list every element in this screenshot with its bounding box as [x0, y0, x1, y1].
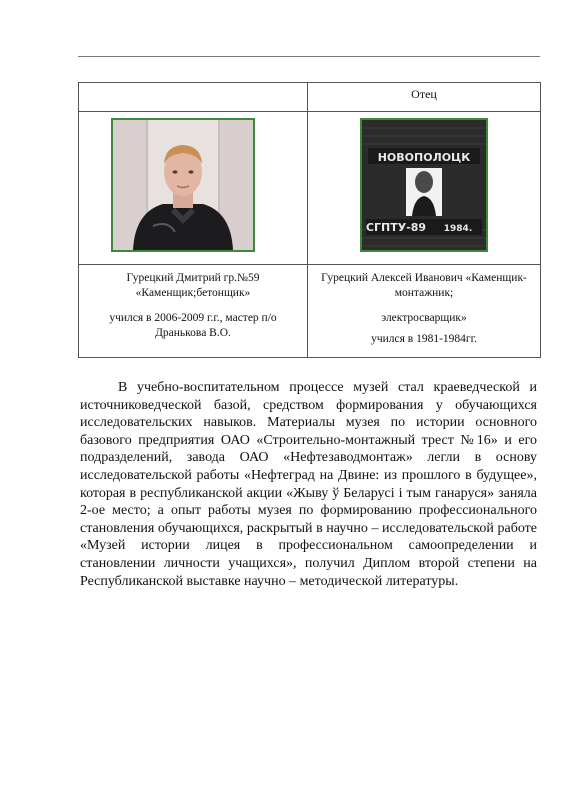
top-rule: [78, 56, 540, 57]
photo-table: [78, 82, 541, 358]
body-paragraph: В учебно-воспитательном процессе музей стал краеведческой и источниковедческой базой, средством формирования у обучающихся исследовательских навыков. Материалы музея по истории основного базового предприятия ОАО «Строительно-монтажный трест №16» и его подразделений, завода ОАО «Нефтезаводмонтаж» легли в основу исследовательской работы «Нефтеград на Двине: из прошлого в будущее», которая в республиканской акции «Жыву ў Беларусі і тым ганаруся» заняла 2-ое место; а опыт работы музея по формированию профессионального становления обучающихся, раскрытый в научно – исследовательской работе «Музей истории лицея в профессиональном самоопределении и становлении личности учащихся», получил Диплом второй степени на Республиканской выставке научно – методической литературы.: [80, 380, 537, 589]
photo-text-year: 1984.: [443, 224, 473, 234]
header-cell-left: [79, 83, 308, 112]
photo-text-school: СГПТУ-89: [365, 221, 427, 234]
caption-father-profession-2: электросварщик»: [381, 312, 467, 324]
caption-father-name: Гурецкий Алексей Иванович «Каменщик-: [321, 272, 527, 284]
caption-son: [79, 265, 308, 358]
caption-father-years: учился в 1981-1984гг.: [371, 333, 477, 345]
header-father: Отец: [308, 83, 541, 112]
caption-father-profession-1: монтажник;: [394, 287, 454, 299]
photo-cell-right: [308, 112, 541, 265]
caption-son-name: Гурецкий Дмитрий гр.№59: [126, 272, 260, 284]
caption-son-profession: «Каменщик;бетонщик»: [135, 287, 251, 299]
portrait-photo-father: [360, 118, 488, 252]
portrait-photo-son: [111, 118, 255, 252]
caption-son-years: учился в 2006-2009 г.г., мастер п/о: [109, 312, 277, 324]
photo-cell-left: [79, 112, 308, 265]
photo-text-city: НОВОПОЛОЦК: [377, 151, 471, 164]
caption-son-master: Дранькова В.О.: [155, 327, 231, 339]
caption-father: [308, 265, 541, 358]
